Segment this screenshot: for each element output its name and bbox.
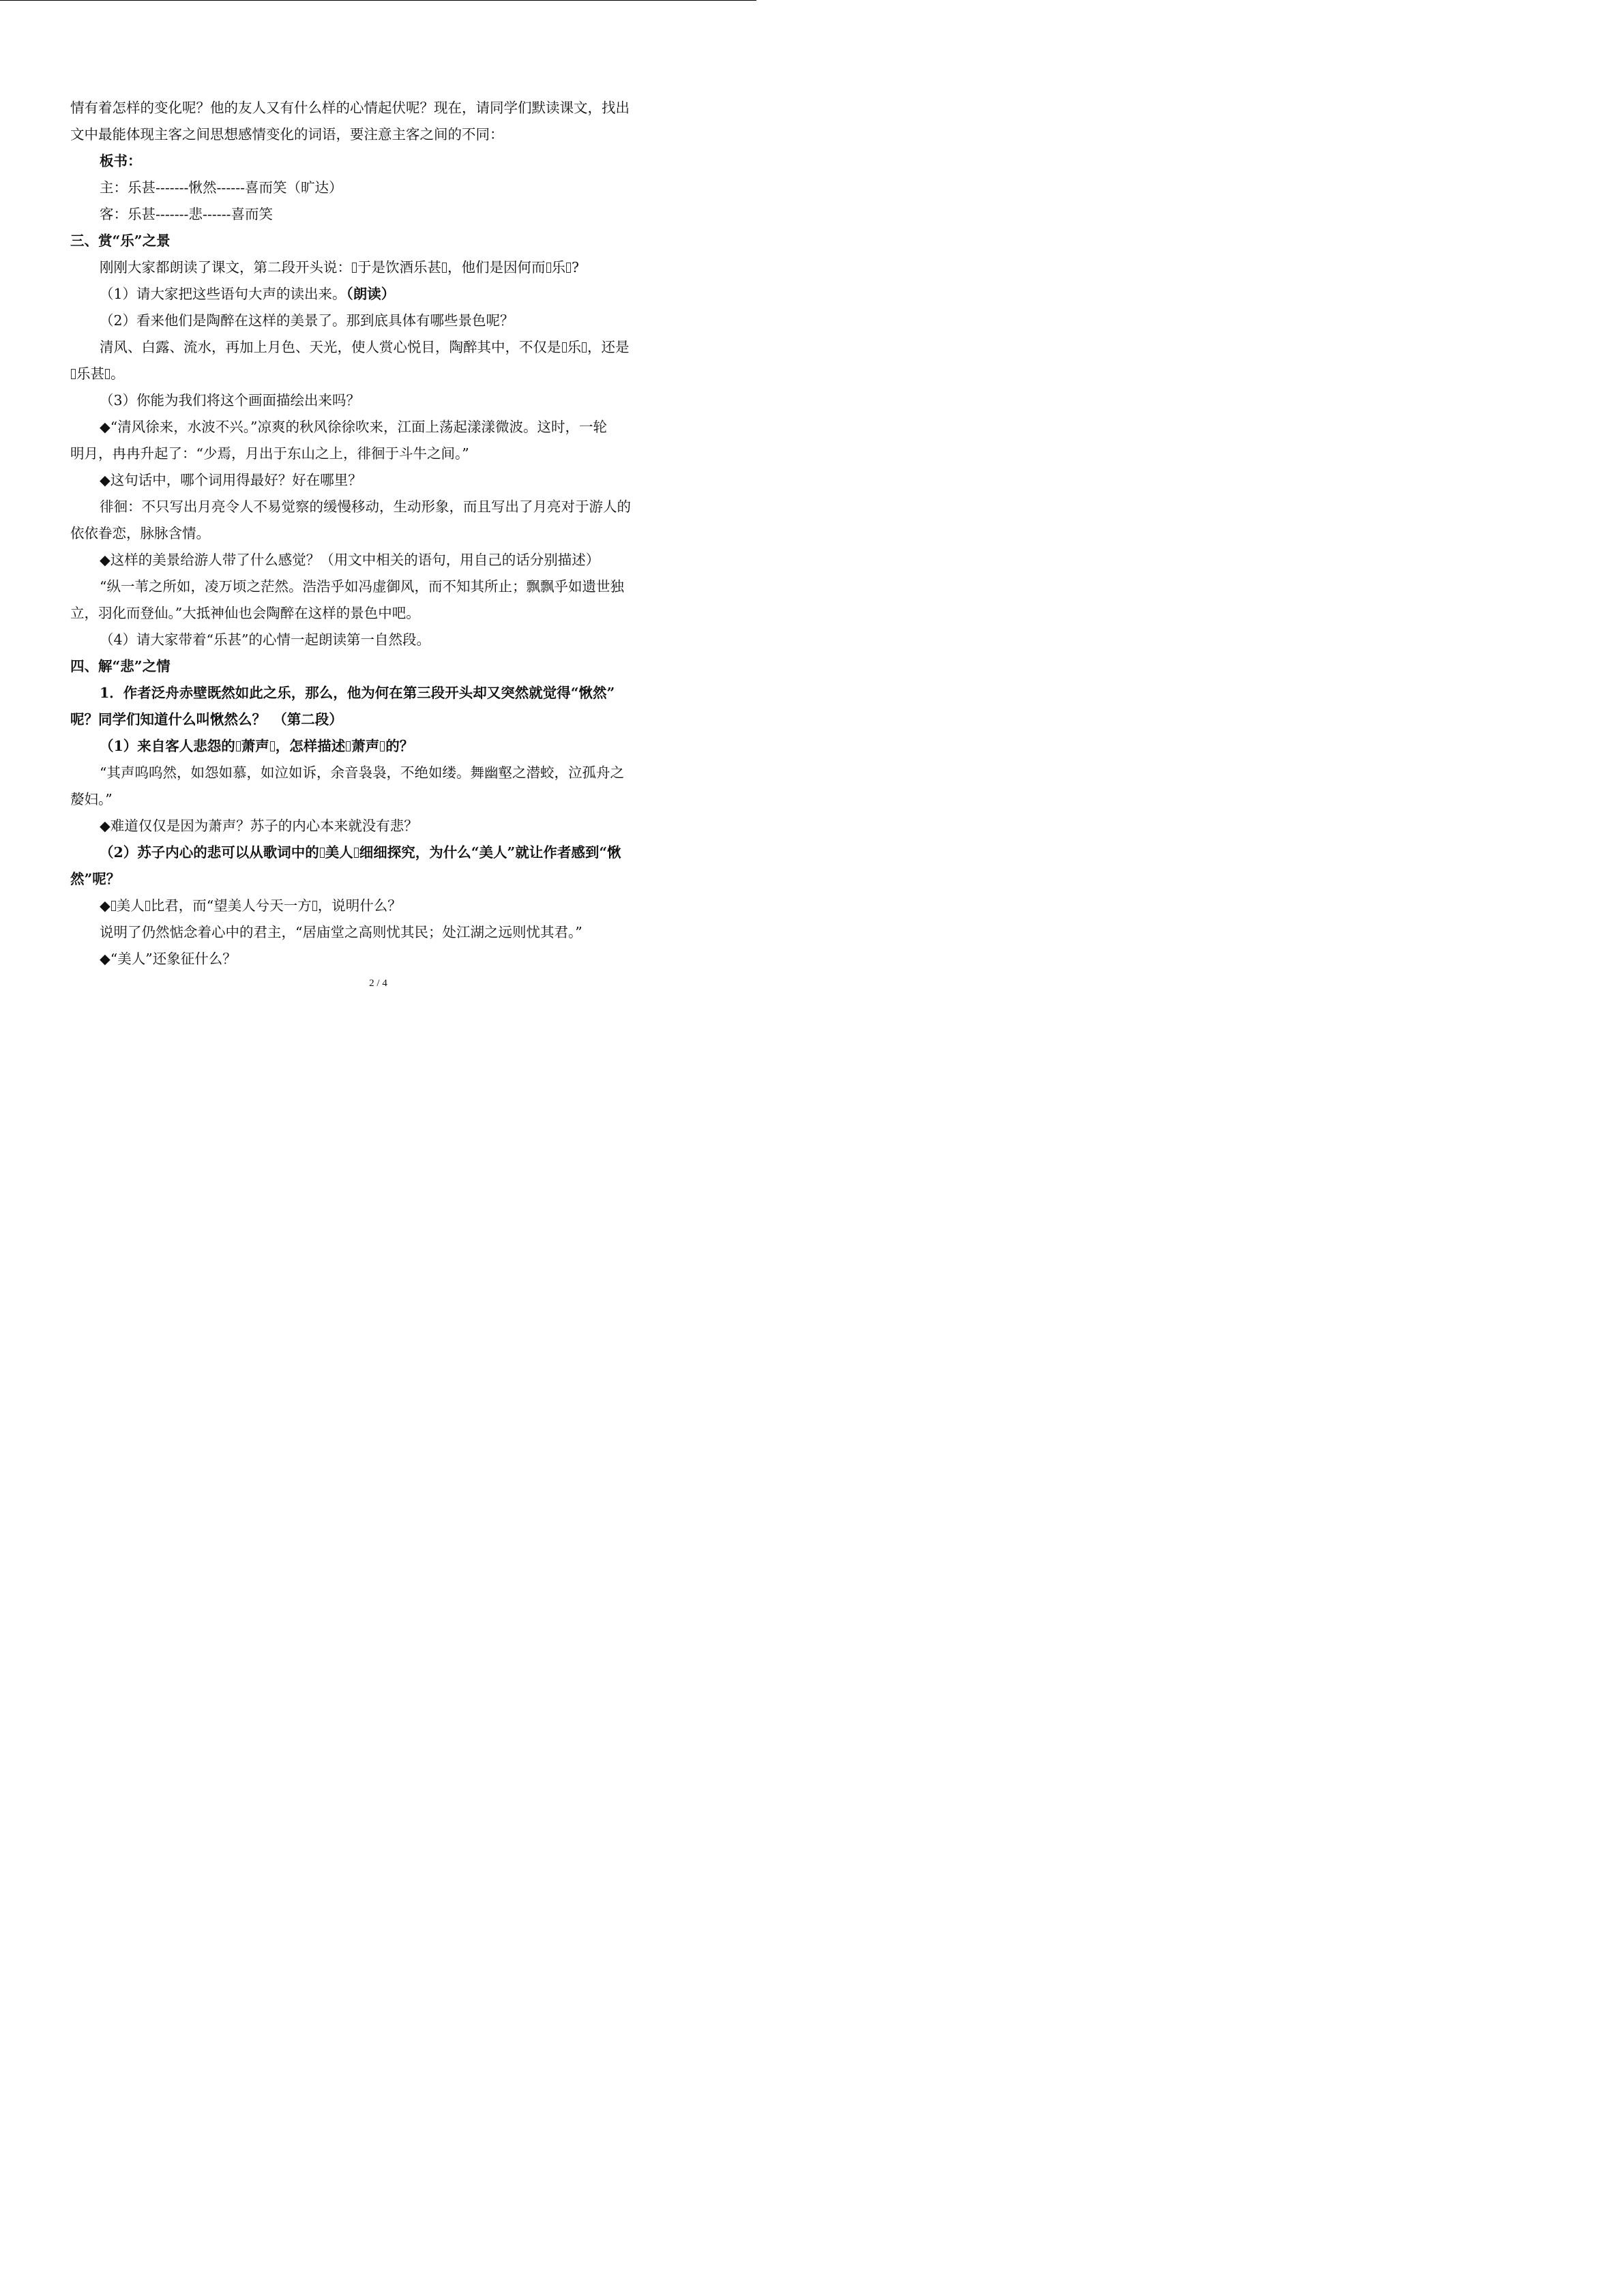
text-span: （1）来自客人悲怨的 [100, 738, 235, 754]
text-span: ，他们是因何而 [447, 259, 546, 275]
paragraph-line: 徘徊：不只写出月亮令人不易觉察的缓慢移动，生动形象，而且写出了月亮对于游人的 [100, 498, 631, 515]
paragraph-line [100, 258, 713, 277]
text-span: 刚刚大家都朗读了课文，第二段开头说： [100, 259, 351, 275]
paragraph-line [100, 338, 713, 357]
text-span: 于是饮酒乐甚 [357, 259, 441, 275]
paragraph-line: （4）请大家带着“乐甚”的心情一起朗读第一自然段。 [100, 631, 431, 648]
paragraph-line: 情有着怎样的变化呢？他的友人又有什么样的心情起伏呢？现在，请同学们默读课文，找出 [70, 100, 630, 116]
text-span: 乐甚 [76, 366, 104, 382]
text-span: 萧声 [351, 738, 380, 754]
missing-glyph-box [352, 263, 357, 273]
missing-glyph-box [312, 901, 317, 911]
missing-glyph-box [380, 741, 385, 751]
missing-glyph-box [145, 901, 150, 911]
missing-glyph-box [270, 741, 275, 751]
paragraph-line [100, 284, 713, 303]
missing-glyph-box [354, 848, 359, 858]
paragraph-line: ◆“清风徐来，水波不兴。”凉爽的秋风徐徐吹来，江面上荡起漾漾微波。这时，一轮 [100, 419, 607, 435]
paragraph-line: “其声呜呜然，如怨如慕，如泣如诉，余音袅袅，不绝如缕。舞幽壑之潜蛟，泣孤舟之 [100, 764, 624, 781]
text-span: ，还是 [587, 339, 630, 355]
paragraph-line [100, 896, 713, 915]
text-span: 萧声 [241, 738, 269, 754]
paragraph-line: 嫠妇。” [70, 791, 113, 807]
text-span: 比君，而“望美人兮天一方 [150, 897, 312, 914]
paragraph-line: 文中最能体现主客之间思想感情变化的词语，要注意主客之间的不同： [70, 126, 504, 143]
missing-glyph-box [320, 848, 325, 858]
missing-glyph-box [442, 263, 447, 273]
text-span: ，说明什么？ [317, 897, 402, 914]
text-span: 细细探究，为什么“美人”就让作者感到“愀 [359, 844, 621, 861]
paragraph-line-bold: 呢？同学们知道什么叫愀然么？ （第二段） [70, 711, 343, 728]
text-span: 乐 [567, 339, 581, 355]
text-span: 的？ [385, 738, 414, 754]
missing-glyph-box [111, 901, 116, 911]
text-span: （1）请大家把这些语句大声的读出来。 [100, 286, 346, 302]
paragraph-line-bold: 1．作者泛舟赤壁既然如此之乐，那么，他为何在第三段开头却又突然就觉得“愀然” [100, 685, 615, 701]
paragraph-line: 依依眷恋，脉脉含情。 [70, 525, 210, 541]
missing-glyph-box [236, 741, 241, 751]
paragraph-line: ◆这样的美景给游人带了什么感觉？（用文中相关的语句，用自己的话分别描述） [100, 552, 600, 568]
missing-glyph-box [71, 369, 76, 379]
paragraph-line: ◆“美人”还象征什么？ [100, 951, 237, 967]
section-heading-4: 四、解“悲”之情 [70, 658, 171, 674]
missing-glyph-box [546, 263, 551, 273]
paragraph-line: 明月，冉冉升起了：“少焉，月出于东山之上，徘徊于斗牛之间。” [70, 445, 469, 462]
text-span: 美人 [325, 844, 353, 861]
paragraph-line: ◆这句话中，哪个词用得最好？好在哪里？ [100, 472, 362, 488]
missing-glyph-box [566, 263, 571, 273]
text-span: 乐 [551, 259, 565, 275]
paragraph-line: （3）你能为我们将这个画面描绘出来吗？ [100, 392, 361, 408]
missing-glyph-box [105, 369, 110, 379]
board-heading: 板书： [100, 153, 142, 169]
paragraph-line: “纵一苇之所如，凌万顷之茫然。浩浩乎如冯虚御风，而不知其所止；飘飘乎如遗世独 [100, 578, 624, 595]
paragraph-line [70, 364, 684, 383]
paragraph-line: ◆难道仅仅是因为萧声？苏子的内心本来就没有悲？ [100, 818, 418, 834]
text-span: 。 [110, 366, 125, 382]
page-number: 2 / 4 [369, 978, 387, 989]
text-span: ，怎样描述 [275, 738, 346, 754]
paragraph-line: 立，羽化而登仙。”大抵神仙也会陶醉在这样的景色中吧。 [70, 605, 420, 621]
paragraph-line: （2）看来他们是陶醉在这样的美景了。那到底具体有哪些景色呢？ [100, 312, 514, 329]
text-span: （2）苏子内心的悲可以从歌词中的 [100, 844, 319, 861]
section-heading-3: 三、赏“乐”之景 [70, 233, 171, 249]
board-line-guest: 客：乐甚-------悲------喜而笑 [100, 206, 274, 222]
paragraph-line-bold [100, 843, 713, 862]
missing-glyph-box [346, 741, 351, 751]
text-span: 美人 [116, 897, 145, 914]
document-page [0, 0, 756, 1069]
paragraph-line-bold [100, 736, 713, 756]
missing-glyph-box [582, 342, 587, 353]
board-line-host: 主：乐甚-------愀然------喜而笑（旷达） [100, 179, 343, 196]
paragraph-line: 说明了仍然惦念着心中的君主，“居庙堂之高则忧其民；处江湖之远则忧其君。” [100, 924, 582, 940]
text-span: ◆ [100, 897, 110, 914]
paragraph-line-bold: 然”呢？ [70, 871, 121, 887]
missing-glyph-box [562, 342, 567, 353]
text-span: 清风、白露、流水，再加上月色、天光，使人赏心悦目，陶醉其中，不仅是 [100, 339, 561, 355]
text-span-bold: （朗读） [346, 286, 396, 302]
text-span: ? [572, 259, 579, 275]
